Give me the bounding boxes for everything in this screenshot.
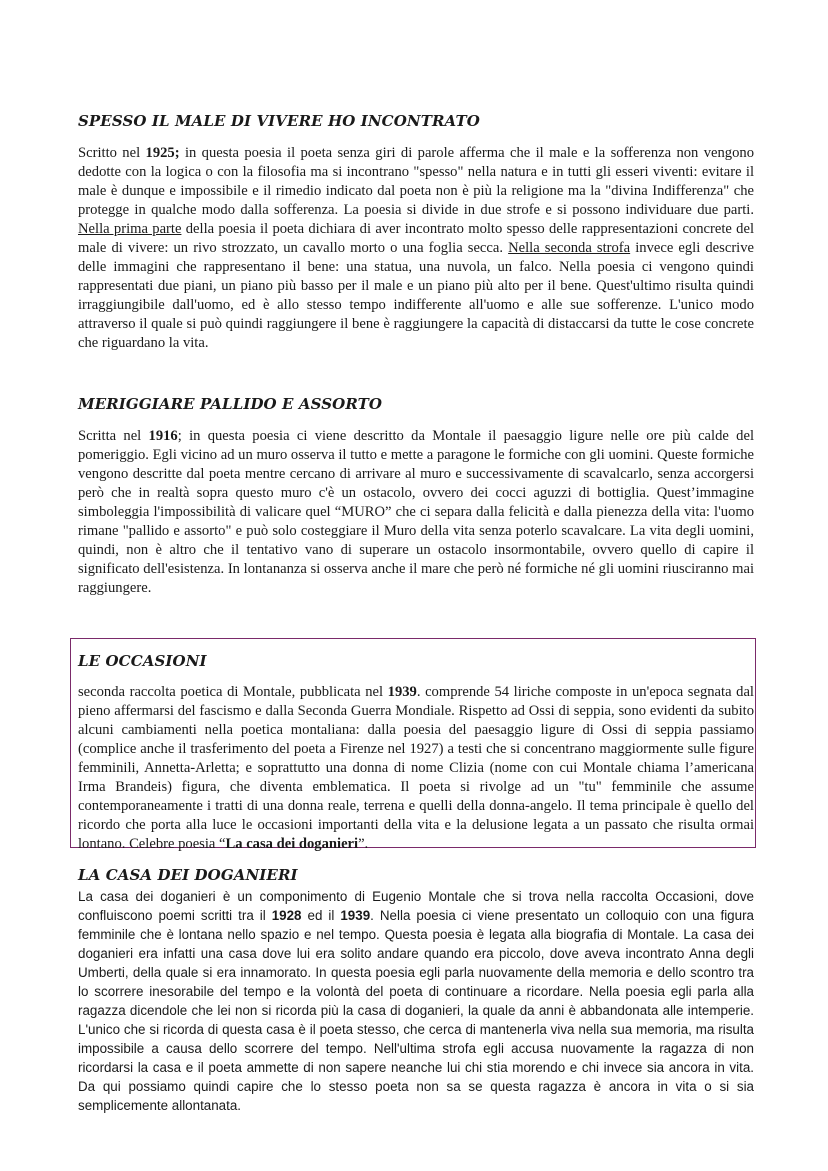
- section-body: La casa dei doganieri è un componimento di Eugenio Montale che si trova nella raccolta Occasioni, dove confluiscono poemi scritti tra il 1928 ed il 1939. Nella poesia ci viene presentato un colloquio con una figura femminile che è lontana nello spazio e nel tempo. Questa poesia è legata alla biografia di Montale. La casa dei doganieri era infatti una casa dove lui era solito andare quando era piccolo, dove aveva incontrato Anna degli Umberti, della quale si era innamorato. In questa poesia egli parla nuovamente della memoria e dello scontro tra lo scorrere inesorabile del tempo e la volontà del poeta di continuare a ricordare. Nella poesia egli parla alla ragazza dicendole che lei non si ricorda più la casa di doganieri, la quale da anni è abbandonata alle intemperie. L'unico che si ricorda di questa casa è il poeta stesso, che cerca di mantenerla viva nella sua memoria, ma risulta impossibile a causa dello scorrere del tempo. Nell'ultima strofa egli accusa nuovamente la ragazza di non ricordarsi la casa e il poeta ammette di non sapere neanche lui chi stia morendo e chi invece sia ancora in vita. Da qui possiamo quindi capire che lo stesso poeta non sa se questa ragazza è ancora in vita o si sia semplicemente allontanata.: [78, 889, 754, 1113]
- section-casa-dei-doganieri: [78, 866, 754, 1115]
- section-spesso-il-male: [78, 112, 754, 353]
- section-body: Scritto nel 1925; in questa poesia il poeta senza giri di parole afferma che il male e la sofferenza non vengono dedotte con la logica o con la filosofia ma si incontrano "spesso" nella natura e in tutti gli esseri viventi: evitare il male è dunque e impossibile e il rimedio indicato dal poeta non è più la religione ma la "divina Indifferenza" che protegge in qualche modo dalla sofferenza. La poesia si divide in due strofe e si possono individuare due parti. Nella prima parte della poesia il poeta dichiara di aver incontrato molto spesso delle rappresentazioni concrete del male di vivere: un rivo strozzato, un cavallo morto o una foglia secca. Nella seconda strofa invece egli descrive delle immagini che rappresentano il bene: una statua, una nuvola, un falco. Nella poesia ci vengono quindi rappresentati due piani, un piano più basso per il male e un piano più alto per il bene. Quest'ultimo risulta quindi irraggiungibile dall'uomo, ed è allo stesso tempo indifferente all'uomo e alle sue sofferenze. L'unico modo attraverso il quale si può quindi raggiungere il bene è raggiungere la capacità di distaccarsi da tutte le cose concrete che riguardano la vita.: [78, 145, 755, 351]
- underlined-phrase: Nella prima parte: [78, 221, 182, 237]
- section-body: Scritta nel 1916; in questa poesia ci viene descritto da Montale il paesaggio ligure nelle ore più calde del pomeriggio. Egli vicino ad un muro osserva il tutto e mette a paragone le formiche con gli uomini. Queste formiche vengono descritte dal poeta mentre cercano di arrivare al muro e successivamente di scavalcarlo, senza accorgersi però che in realtà sopra questo muro c'è un ostacolo, ovvero dei cocci aguzzi di bottiglia. Quest’immagine simboleggia l'impossibilità di valicare quel “MURO” che ci separa dalla felicità e dalla pienezza della vita: l'uomo rimane "pallido e assorto" e può solo costeggiare il Muro della vita senza poterlo scavalcare. La vita degli uomini, quindi, non è altro che il tentativo vano di superare un ostacolo insormontabile, ovvero quello di capire il significato dell'esistenza. In lontananza si osserva anche il mare che però né formiche né gli uomini riusciranno mai raggiungere.: [78, 428, 754, 596]
- section-le-occasioni: [78, 652, 754, 854]
- section-title: SPESSO IL MALE DI VIVERE HO INCONTRATO: [78, 112, 480, 130]
- section-meriggiare: [78, 395, 754, 598]
- underlined-phrase: Nella seconda strofa: [508, 240, 631, 256]
- section-title: MERIGGIARE PALLIDO E ASSORTO: [78, 395, 383, 413]
- section-title: LE OCCASIONI: [78, 652, 207, 670]
- section-title: LA CASA DEI DOGANIERI: [78, 866, 298, 884]
- section-body: seconda raccolta poetica di Montale, pubblicata nel 1939. comprende 54 liriche composte in un'epoca segnata dal pieno affermarsi del fascismo e dalla Seconda Guerra Mondiale. Rispetto ad Ossi di seppia, sono evidenti da subito alcuni cambiamenti nella poetica montaliana: dalla poesia del paesaggio ligure di Ossi di seppia passiamo (complice anche il trasferimento del poeta a Firenze nel 1927) a testi che si concentrano maggiormente sulle figure femminili, Annetta-Arletta; e soprattutto una donna di nome Clizia (nome con cui Montale chiama l’americana Irma Brandeis) figura, che diventa emblematica. Il poeta si rivolge ad un "tu" femminile che assume contemporaneamente i tratti di una donna reale, terrena e quelli della donna-angelo. Il tema principale è quello del ricordo che porta alla luce le occasioni importanti della vita e la delusione legata a un passato che risulta ormai lontano. Celebre poesia “La casa dei doganieri”.: [78, 684, 754, 852]
